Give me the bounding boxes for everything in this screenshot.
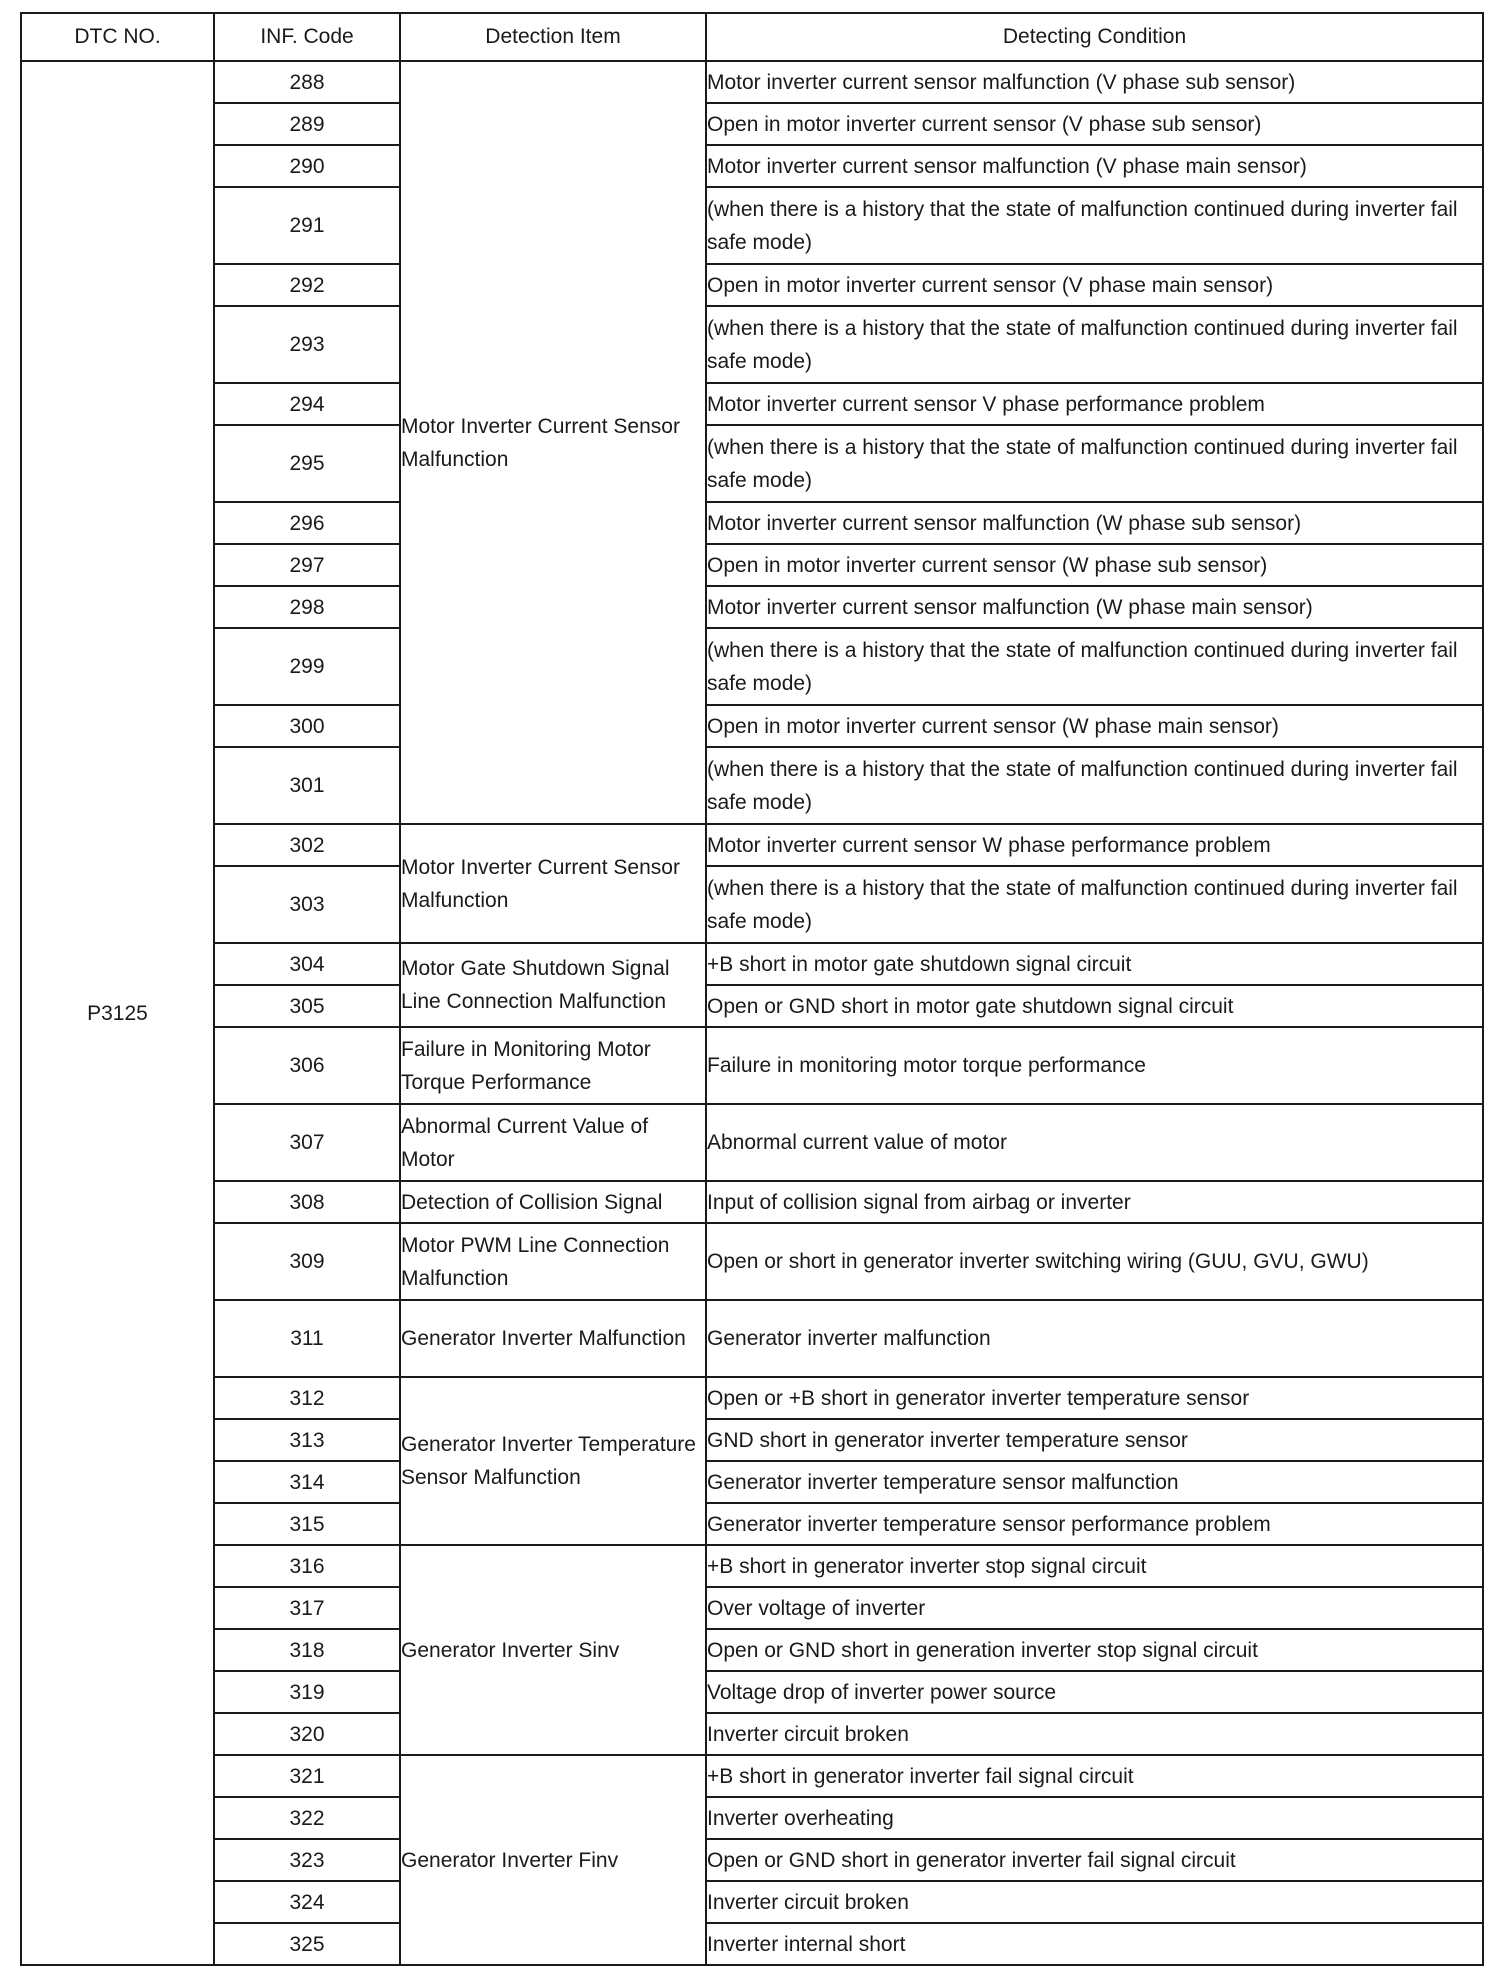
detecting-condition: Generator inverter malfunction [706, 1300, 1483, 1377]
table-row [21, 1671, 1483, 1713]
detecting-condition: Open in motor inverter current sensor (V phase main sensor) [706, 264, 1483, 306]
inf-code: 323 [214, 1839, 400, 1881]
table-row [21, 61, 1483, 103]
table-row [21, 502, 1483, 544]
inf-code: 319 [214, 1671, 400, 1713]
inf-code: 289 [214, 103, 400, 145]
table-row [21, 1629, 1483, 1671]
detection-item: Motor Gate Shutdown Signal Line Connection Malfunction [400, 943, 706, 1027]
detection-item: Generator Inverter Sinv [400, 1545, 706, 1755]
inf-code: 301 [214, 747, 400, 824]
inf-code: 299 [214, 628, 400, 705]
table-row [21, 1923, 1483, 1965]
inf-code: 322 [214, 1797, 400, 1839]
dtc-table [20, 12, 1484, 1966]
inf-code: 325 [214, 1923, 400, 1965]
inf-code: 291 [214, 187, 400, 264]
table-row [21, 103, 1483, 145]
detecting-condition: Inverter circuit broken [706, 1881, 1483, 1923]
header-detecting-condition: Detecting Condition [706, 13, 1483, 61]
inf-code: 321 [214, 1755, 400, 1797]
detecting-condition: Open in motor inverter current sensor (V phase sub sensor) [706, 103, 1483, 145]
inf-code: 296 [214, 502, 400, 544]
detecting-condition: Generator inverter temperature sensor malfunction [706, 1461, 1483, 1503]
table-row [21, 586, 1483, 628]
inf-code: 295 [214, 425, 400, 502]
inf-code: 292 [214, 264, 400, 306]
table-row [21, 824, 1483, 866]
table-row [21, 187, 1483, 264]
table-row [21, 1587, 1483, 1629]
detecting-condition: Voltage drop of inverter power source [706, 1671, 1483, 1713]
detection-item: Motor Inverter Current Sensor Malfunction [400, 61, 706, 824]
detecting-condition: Open or GND short in generation inverter stop signal circuit [706, 1629, 1483, 1671]
detecting-condition: +B short in generator inverter fail signal circuit [706, 1755, 1483, 1797]
detection-item: Generator Inverter Finv [400, 1755, 706, 1965]
inf-code: 306 [214, 1027, 400, 1104]
detecting-condition: Open or +B short in generator inverter temperature sensor [706, 1377, 1483, 1419]
detecting-condition: Failure in monitoring motor torque performance [706, 1027, 1483, 1104]
detecting-condition: Inverter internal short [706, 1923, 1483, 1965]
table-row [21, 1503, 1483, 1545]
inf-code: 312 [214, 1377, 400, 1419]
inf-code: 315 [214, 1503, 400, 1545]
detecting-condition: +B short in motor gate shutdown signal circuit [706, 943, 1483, 985]
inf-code: 320 [214, 1713, 400, 1755]
detecting-condition: (when there is a history that the state of malfunction continued during inverter fail safe mode) [706, 306, 1483, 383]
detecting-condition: Motor inverter current sensor malfunction (V phase main sensor) [706, 145, 1483, 187]
dtc-number: P3125 [21, 61, 214, 1965]
table-row [21, 1027, 1483, 1104]
table-row [21, 383, 1483, 425]
table-row [21, 264, 1483, 306]
header-detection-item: Detection Item [400, 13, 706, 61]
table-row [21, 306, 1483, 383]
header-inf-code: INF. Code [214, 13, 400, 61]
detection-item: Abnormal Current Value of Motor [400, 1104, 706, 1181]
inf-code: 300 [214, 705, 400, 747]
table-row [21, 145, 1483, 187]
table-row [21, 425, 1483, 502]
detecting-condition: (when there is a history that the state of malfunction continued during inverter fail safe mode) [706, 187, 1483, 264]
inf-code: 288 [214, 61, 400, 103]
detecting-condition: GND short in generator inverter temperature sensor [706, 1419, 1483, 1461]
table-row [21, 1104, 1483, 1181]
header-dtc-no: DTC NO. [21, 13, 214, 61]
inf-code: 317 [214, 1587, 400, 1629]
detection-item: Motor Inverter Current Sensor Malfunction [400, 824, 706, 943]
inf-code: 309 [214, 1223, 400, 1300]
detection-item: Failure in Monitoring Motor Torque Performance [400, 1027, 706, 1104]
inf-code: 298 [214, 586, 400, 628]
detecting-condition: Generator inverter temperature sensor performance problem [706, 1503, 1483, 1545]
detecting-condition: Motor inverter current sensor malfunction (W phase main sensor) [706, 586, 1483, 628]
table-row [21, 1300, 1483, 1377]
detecting-condition: Open in motor inverter current sensor (W phase sub sensor) [706, 544, 1483, 586]
table-row [21, 1881, 1483, 1923]
detecting-condition: (when there is a history that the state of malfunction continued during inverter fail safe mode) [706, 628, 1483, 705]
detection-item: Generator Inverter Temperature Sensor Malfunction [400, 1377, 706, 1545]
inf-code: 302 [214, 824, 400, 866]
detecting-condition: Motor inverter current sensor W phase performance problem [706, 824, 1483, 866]
table-row [21, 1461, 1483, 1503]
detection-item: Motor PWM Line Connection Malfunction [400, 1223, 706, 1300]
detecting-condition: Over voltage of inverter [706, 1587, 1483, 1629]
table-row [21, 1713, 1483, 1755]
inf-code: 318 [214, 1629, 400, 1671]
table-row [21, 1839, 1483, 1881]
table-row [21, 1419, 1483, 1461]
table-row [21, 747, 1483, 824]
detecting-condition: (when there is a history that the state of malfunction continued during inverter fail safe mode) [706, 425, 1483, 502]
inf-code: 304 [214, 943, 400, 985]
detecting-condition: Inverter overheating [706, 1797, 1483, 1839]
detecting-condition: Open in motor inverter current sensor (W phase main sensor) [706, 705, 1483, 747]
inf-code: 308 [214, 1181, 400, 1223]
table-row [21, 628, 1483, 705]
table-row [21, 705, 1483, 747]
table-row [21, 1181, 1483, 1223]
inf-code: 297 [214, 544, 400, 586]
inf-code: 293 [214, 306, 400, 383]
inf-code: 307 [214, 1104, 400, 1181]
detection-item: Detection of Collision Signal [400, 1181, 706, 1223]
inf-code: 303 [214, 866, 400, 943]
inf-code: 294 [214, 383, 400, 425]
detecting-condition: +B short in generator inverter stop signal circuit [706, 1545, 1483, 1587]
detecting-condition: Motor inverter current sensor malfunction (V phase sub sensor) [706, 61, 1483, 103]
inf-code: 314 [214, 1461, 400, 1503]
inf-code: 305 [214, 985, 400, 1027]
table-row [21, 1545, 1483, 1587]
detecting-condition: Motor inverter current sensor malfunction (W phase sub sensor) [706, 502, 1483, 544]
detecting-condition: Motor inverter current sensor V phase performance problem [706, 383, 1483, 425]
inf-code: 311 [214, 1300, 400, 1377]
detecting-condition: Open or GND short in motor gate shutdown signal circuit [706, 985, 1483, 1027]
inf-code: 324 [214, 1881, 400, 1923]
table-row [21, 943, 1483, 985]
detecting-condition: Inverter circuit broken [706, 1713, 1483, 1755]
detecting-condition: (when there is a history that the state of malfunction continued during inverter fail safe mode) [706, 866, 1483, 943]
inf-code: 290 [214, 145, 400, 187]
detection-item: Generator Inverter Malfunction [400, 1300, 706, 1377]
detecting-condition: Input of collision signal from airbag or inverter [706, 1181, 1483, 1223]
table-row [21, 985, 1483, 1027]
detecting-condition: Open or short in generator inverter switching wiring (GUU, GVU, GWU) [706, 1223, 1483, 1300]
table-row [21, 544, 1483, 586]
table-row [21, 1223, 1483, 1300]
dtc-table-page [20, 12, 1482, 1964]
detecting-condition: (when there is a history that the state of malfunction continued during inverter fail safe mode) [706, 747, 1483, 824]
inf-code: 313 [214, 1419, 400, 1461]
table-row [21, 866, 1483, 943]
detecting-condition: Open or GND short in generator inverter fail signal circuit [706, 1839, 1483, 1881]
inf-code: 316 [214, 1545, 400, 1587]
table-row [21, 1377, 1483, 1419]
table-row [21, 1755, 1483, 1797]
detecting-condition: Abnormal current value of motor [706, 1104, 1483, 1181]
table-row [21, 1797, 1483, 1839]
